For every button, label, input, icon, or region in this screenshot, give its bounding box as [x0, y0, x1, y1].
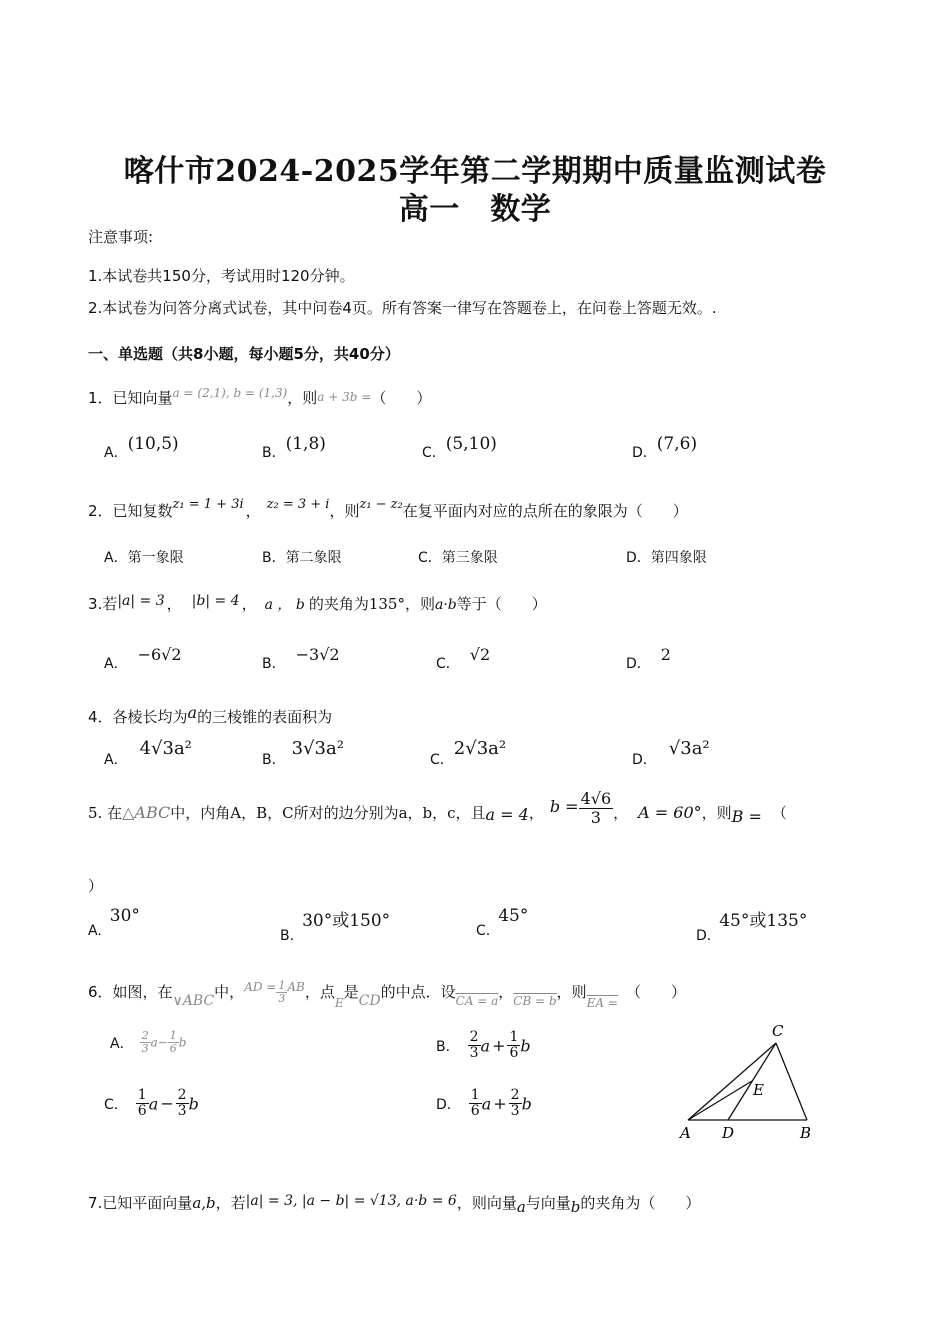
q7-prefix: 7.已知平面向量 — [88, 1194, 193, 1212]
q3-sep: ， — [166, 595, 182, 613]
q5-option-c[interactable] — [476, 906, 528, 939]
q4-var: a — [187, 703, 198, 722]
q2-prefix: 2．已知复数 — [88, 502, 173, 520]
q5-option-d[interactable] — [696, 906, 807, 944]
q2-option-b[interactable] — [262, 547, 342, 567]
q2-expr: z₁ − z₂ — [359, 497, 403, 512]
frac-1 — [136, 1088, 149, 1120]
option-value: 45° — [719, 911, 750, 931]
q6-EA: EA = — [586, 996, 618, 1011]
option-value: (1,8) — [285, 434, 326, 454]
option-extra: 或135° — [749, 911, 808, 931]
den: 3 — [141, 1042, 149, 1056]
q6-ad-rhs: AB — [287, 980, 305, 995]
q5-text: 中，内角A，B，C所对的边分别为a，b，c，且 — [170, 804, 486, 823]
q6-tri: ∨ABC — [172, 993, 215, 1010]
operator: − — [157, 1035, 168, 1050]
question-2 — [88, 497, 688, 521]
q6-CB: CB = b — [513, 994, 557, 1009]
num: 2 — [177, 1087, 187, 1103]
option-value: (7,6) — [656, 434, 698, 454]
option-value: 第二象限 — [285, 550, 342, 566]
q5-b-num: 4√6 — [580, 789, 612, 808]
q3-option-b[interactable] — [262, 645, 340, 673]
q5-paren-open: （ — [771, 804, 787, 823]
num: 1 — [137, 1087, 147, 1103]
notes-item-1: 1.本试卷共150分，考试用时120分钟。 — [88, 267, 355, 285]
vec-b: b — [520, 1036, 531, 1056]
question-6 — [88, 980, 686, 1010]
option-label: C． — [430, 752, 454, 768]
q4-option-c[interactable] — [430, 738, 506, 769]
q5-mid: ，则 — [701, 804, 732, 823]
option-label: A． — [104, 550, 128, 566]
option-label: D． — [626, 656, 651, 672]
label-c: C — [772, 1022, 784, 1040]
q4-option-b[interactable] — [262, 738, 344, 769]
q3-ab: a ， b — [264, 597, 305, 613]
num: 2 — [469, 1029, 479, 1045]
q1-prefix: 1．已知向量 — [88, 389, 173, 407]
q3-expr: a·b — [434, 597, 457, 613]
option-label: D． — [436, 1096, 461, 1113]
operator: + — [492, 1036, 506, 1056]
q6-option-a[interactable] — [110, 1030, 186, 1055]
label-a: A — [680, 1124, 691, 1142]
option-value: 第四象限 — [650, 550, 707, 566]
q2-sep: ， — [245, 502, 261, 520]
q2-option-d[interactable] — [626, 547, 707, 567]
q2-tail: 在复平面内对应的点所在的象限为（ ） — [402, 502, 688, 520]
q6-t1: 中， — [214, 983, 245, 1002]
frac-1 — [469, 1088, 482, 1120]
q1-option-b[interactable] — [262, 434, 326, 462]
section-heading: 一、单选题（共8小题，每小题5分，共40分） — [88, 345, 400, 363]
q4-prefix: 4．各棱长均为 — [88, 708, 188, 726]
q1-option-c[interactable] — [422, 434, 497, 462]
q6-t4: 的中点．设 — [380, 983, 456, 1002]
q4-tail: 的三棱锥的表面积为 — [197, 708, 333, 726]
option-value: (10,5) — [127, 434, 179, 454]
exam-title: 喀什市2024-2025学年第二学期期中质量监测试卷 — [123, 154, 827, 189]
q6-t5: ， — [498, 983, 514, 1002]
option-label: B． — [262, 550, 286, 566]
den: 6 — [137, 1103, 147, 1120]
q2-z1: z₁ = 1 + 3i — [172, 497, 244, 512]
option-value: 2√3a² — [453, 738, 507, 759]
edge-bc — [776, 1043, 807, 1120]
q3-prefix: 3.若 — [88, 595, 118, 613]
q6-ad-fraction — [276, 980, 287, 1005]
q6-option-c[interactable] — [104, 1088, 199, 1120]
num: 2 — [141, 1029, 149, 1042]
den: 3 — [177, 1103, 187, 1120]
num: 2 — [510, 1087, 520, 1103]
q5-prefix: 5. 在 — [88, 804, 123, 823]
question-3 — [88, 593, 547, 614]
q4-option-d[interactable] — [632, 738, 710, 769]
option-label: C． — [422, 445, 446, 461]
q1-given: a = (2,1), b = (1,3) — [172, 386, 288, 400]
vec-a: a — [480, 1036, 491, 1056]
option-label: A. — [88, 923, 102, 939]
frac-2 — [168, 1030, 179, 1055]
option-label: C． — [436, 656, 460, 672]
option-value: −3√2 — [295, 645, 340, 664]
q7-vars: a,b — [192, 1194, 216, 1212]
question-5 — [88, 790, 787, 826]
q7-t1: ，若 — [215, 1194, 246, 1212]
q6-tail: （ ） — [625, 983, 686, 1002]
q3-b: |b| = 4 — [191, 593, 240, 609]
option-label: A． — [104, 445, 128, 461]
q1-expr: a + 3b = — [317, 390, 372, 404]
q5-b-lhs: b = — [549, 797, 579, 817]
option-label: A． — [110, 1035, 134, 1052]
option-label: B. — [280, 928, 295, 944]
notes-heading: 注意事项: — [88, 228, 154, 246]
q6-CD: CD — [358, 993, 381, 1010]
q5-option-b[interactable] — [280, 906, 390, 944]
option-value: 3√3a² — [291, 738, 344, 759]
q1-option-a[interactable] — [104, 434, 179, 462]
q5-paren-close: ） — [88, 877, 104, 895]
num: 1 — [169, 1029, 177, 1042]
question-7 — [88, 1192, 700, 1216]
vec-a: a — [481, 1094, 492, 1114]
num: 1 — [470, 1087, 480, 1103]
option-label: B． — [262, 445, 286, 461]
q7-cond: |a| = 3, |a − b| = √13, a·b = 6 — [245, 1193, 457, 1209]
q1-option-d[interactable] — [632, 434, 697, 462]
q7-t3: 与向量 — [525, 1194, 571, 1212]
q2-z2: z₂ = 3 + i — [266, 497, 330, 512]
q5-sep: ， — [528, 804, 544, 823]
frac-1 — [468, 1030, 481, 1062]
option-label: B． — [262, 752, 286, 768]
label-d: D — [722, 1124, 735, 1142]
question-1 — [88, 386, 431, 408]
q6-prefix: 6．如图，在 — [88, 983, 173, 1002]
option-label: A． — [104, 656, 128, 672]
notes-item-2: 2.本试卷为问答分离式试卷，其中问卷4页。所有答案一律写在答题卷上，在问卷上答题无效。. — [88, 299, 717, 317]
q6-t6: ，则 — [556, 983, 587, 1002]
den: 3 — [510, 1103, 520, 1120]
q6-CA: CA = a — [455, 994, 499, 1009]
den: 6 — [509, 1045, 519, 1062]
q6-t3: 是 — [343, 983, 359, 1002]
q5-a: a = 4 — [485, 805, 529, 825]
q3-option-a[interactable] — [104, 645, 182, 673]
operator: + — [493, 1094, 507, 1114]
option-label: D． — [632, 445, 657, 461]
q1-tail: （ ） — [371, 389, 432, 407]
vec-a: a — [148, 1094, 159, 1114]
option-label: A． — [104, 752, 128, 768]
q5-sep2: ， — [613, 804, 629, 823]
q3-option-c[interactable] — [436, 645, 490, 673]
option-label: B． — [436, 1038, 460, 1055]
q7-vb: b — [570, 1198, 581, 1216]
option-label: D． — [626, 550, 651, 566]
q6-E: E — [334, 996, 344, 1011]
option-label: D. — [696, 928, 712, 944]
q5-b-fraction — [579, 790, 614, 826]
q6-option-d[interactable] — [436, 1088, 532, 1120]
q5-option-a[interactable] — [88, 906, 140, 939]
den: 3 — [469, 1045, 479, 1062]
q5-A: A = 60° — [638, 803, 702, 823]
frac-2 — [509, 1088, 522, 1120]
option-label: B． — [262, 656, 286, 672]
label-b: B — [800, 1124, 812, 1142]
label-e: E — [753, 1081, 764, 1099]
q7-tail: 的夹角为（ ） — [580, 1194, 701, 1212]
q7-va: a — [516, 1198, 526, 1216]
q6-t2: ，点 — [304, 983, 335, 1002]
exam-subtitle: 高一 数学 — [398, 192, 552, 227]
den: 6 — [470, 1103, 480, 1120]
option-label: C． — [104, 1096, 128, 1113]
q4-option-a[interactable] — [104, 738, 192, 769]
option-label: C． — [418, 550, 442, 566]
option-label: C. — [476, 923, 491, 939]
q2-mid: ，则 — [329, 502, 360, 520]
option-value: 2 — [660, 645, 671, 664]
vec-b: b — [178, 1035, 187, 1050]
option-value: (5,10) — [445, 434, 497, 454]
segment-ae — [688, 1081, 752, 1120]
vec-a: a — [150, 1035, 158, 1050]
q3-text: 的夹角为135°，则 — [308, 595, 435, 613]
q3-a: |a| = 3 — [117, 593, 165, 609]
q5-B: B = — [731, 807, 762, 827]
q3-tail: 等于（ ） — [456, 595, 547, 613]
triangle-figure — [670, 1018, 830, 1148]
option-value: 45° — [498, 906, 529, 926]
operator: − — [160, 1094, 174, 1114]
q5-tri: △ABC — [122, 803, 171, 823]
option-value: 4√3a² — [139, 738, 192, 759]
option-value: −6√2 — [137, 645, 182, 664]
option-label: D． — [632, 752, 657, 768]
option-value: 30° — [302, 911, 333, 931]
den: 6 — [169, 1042, 177, 1056]
option-value: 第三象限 — [441, 550, 498, 566]
option-value: 30° — [109, 906, 140, 926]
vec-b: b — [521, 1094, 532, 1114]
q2-option-a[interactable] — [104, 547, 184, 567]
q5-b-den: 3 — [590, 807, 601, 827]
q3-option-d[interactable] — [626, 645, 671, 673]
q6-ad-lhs: AD = — [244, 980, 277, 995]
question-4 — [88, 703, 332, 727]
frac-2 — [507, 1030, 520, 1062]
num: 1 — [509, 1029, 519, 1045]
q6-option-b[interactable] — [436, 1030, 531, 1062]
option-extra: 或150° — [332, 911, 391, 931]
frac-2 — [176, 1088, 189, 1120]
option-value: √3a² — [668, 738, 710, 759]
frac-1 — [140, 1030, 151, 1055]
q2-option-c[interactable] — [418, 547, 498, 567]
q1-mid: ，则 — [287, 389, 318, 407]
option-value: √2 — [469, 645, 491, 664]
vec-b: b — [188, 1094, 199, 1114]
q6-ad-num: 1 — [278, 979, 286, 992]
q7-t2: ，则向量 — [456, 1194, 517, 1212]
option-value: 第一象限 — [127, 550, 184, 566]
q6-ad-den: 3 — [278, 992, 286, 1006]
q3-sep2: ， — [241, 595, 257, 613]
